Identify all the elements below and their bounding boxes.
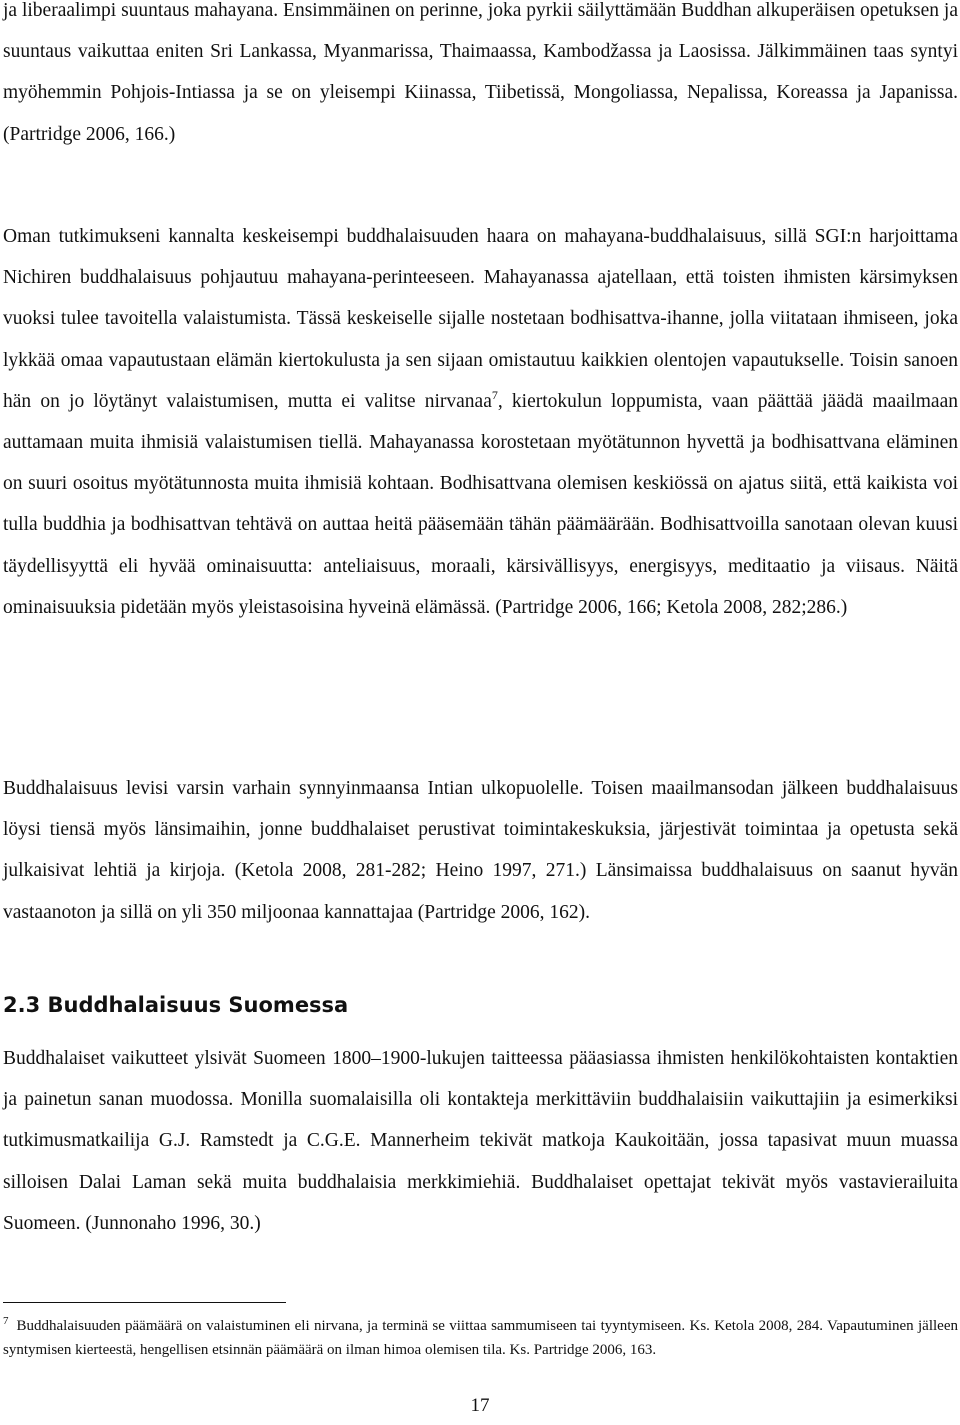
footnote bbox=[3, 1315, 958, 1362]
page-number: 17 bbox=[470, 1395, 490, 1416]
section-heading: 2.3 Buddhalaisuus Suomessa bbox=[3, 993, 349, 1017]
footnote-reference[interactable]: 7 bbox=[491, 387, 498, 402]
footnote-number: 7 bbox=[3, 1315, 9, 1327]
paragraph-theravada-mahayana: ja liberaalimpi suuntaus mahayana. Ensimmäinen on perinne, joka pyrkii säilyttämään Buddhan alkuperäisen opetuksen ja suuntaus vaikuttaa eniten Sri Lankassa, Myanmarissa, Thaimaassa, Kambodžassa ja Laosissa. Jälkimmäinen taas syntyi myöhemmin Pohjois-Intiassa ja se on yleisempi Kiinassa, Tiibetissä, Mongoliassa, Nepalissa, Koreassa ja Japanissa. (Partridge 2006, 166.) bbox=[3, 0, 958, 145]
paragraph-mahayana-bodhisattva bbox=[3, 216, 958, 628]
paragraph-buddhism-spread-west: Buddhalaisuus levisi varsin varhain synnyinmaansa Intian ulkopuolelle. Toisen maailmansodan jälkeen buddhalaisuus löysi tiensä myös länsimaihin, jonne buddhalaiset perustivat toimintakeskuksia, järjestivät toimintaa ja opetusta sekä julkaisivat lehtiä ja kirjoja. (Ketola 2008, 281-282; Heino 1997, 271.) Länsimaissa buddhalaisuus on saanut hyvän vastaanoton ja sillä on yli 350 miljoonaa kannattajaa (Partridge 2006, 162). bbox=[3, 778, 958, 923]
paragraph-text-part-1: Oman tutkimukseni kannalta keskeisempi buddhalaisuuden haara on mahayana-buddhalaisuus, sillä SGI:n harjoittama Nichiren buddhalaisuus pohjautuu mahayana-perinteeseen. Mahayanassa ajatellaan, että toisten ihmisten kärsimyksen vuoksi tulee tavoitella valaistumista. Tässä keskeiselle sijalle nostetaan bodhisattva-ihanne, jolla viitataan ihmiseen, joka lykkää omaa vapautustaan elämän kiertokulusta ja sen sijaan omistautuu kaikkien olentojen vapautukselle. Toisin sanoen hän on jo löytänyt valaistumisen, mutta ei valitse nirvanaa bbox=[3, 226, 958, 412]
footnote-separator bbox=[3, 1302, 286, 1303]
paragraph-text-part-2: , kiertokulun loppumista, vaan päättää jäädä maailmaan auttamaan muita ihmisiä valaistumisen tiellä. Mahayanassa korostetaan myötätunnon hyvettä ja bodhisattvana eläminen on suuri osoitus myötätunnosta muita ihmisiä kohtaan. Bodhisattvana olemisen keskiössä on ajatus siitä, että kaikista voi tulla buddhia ja bodhisattvan tehtävä on auttaa heitä pääsemään tähän päämäärään. Bodhisattvoilla sanotaan olevan kuusi täydellisyyttä eli hyvää ominaisuutta: anteliaisuus, moraali, kärsivällisyys, energisyys, meditaatio ja viisaus. Näitä ominaisuuksia pidetään myös yleistasoisina hyveinä elämässä. (Partridge 2006, 166; Ketola 2008, 282;286.) bbox=[3, 390, 958, 618]
paragraph-buddhism-in-finland: Buddhalaiset vaikutteet ylsivät Suomeen 1800–1900-lukujen taitteessa pääasiassa ihmisten henkilökohtaisten kontaktien ja painetun sanan muodossa. Monilla suomalaisilla oli kontakteja merkittäviin buddhalaisiin vaikuttajiin ja esimerkiksi tutkimusmatkailija G.J. Ramstedt ja C.G.E. Mannerheim tekivät matkoja Kaukoitään, jossa tapasivat muun muassa silloisen Dalai Laman sekä muita buddhalaisia merkkimiehiä. Buddhalaiset opettajat tekivät myös vastavierailuita Suomeen. (Junnonaho 1996, 30.) bbox=[3, 1048, 958, 1234]
footnote-text: Buddhalaisuuden päämäärä on valaistuminen eli nirvana, ja terminä se viittaa sammumiseen tai tyyntymiseen. Ks. Ketola 2008, 284. Vapautuminen jälleen syntymisen kierteestä, hengellisen etsinnän päämäärä on ilman himoa olemisen tila. Ks. Partridge 2006, 163. bbox=[3, 1318, 958, 1358]
